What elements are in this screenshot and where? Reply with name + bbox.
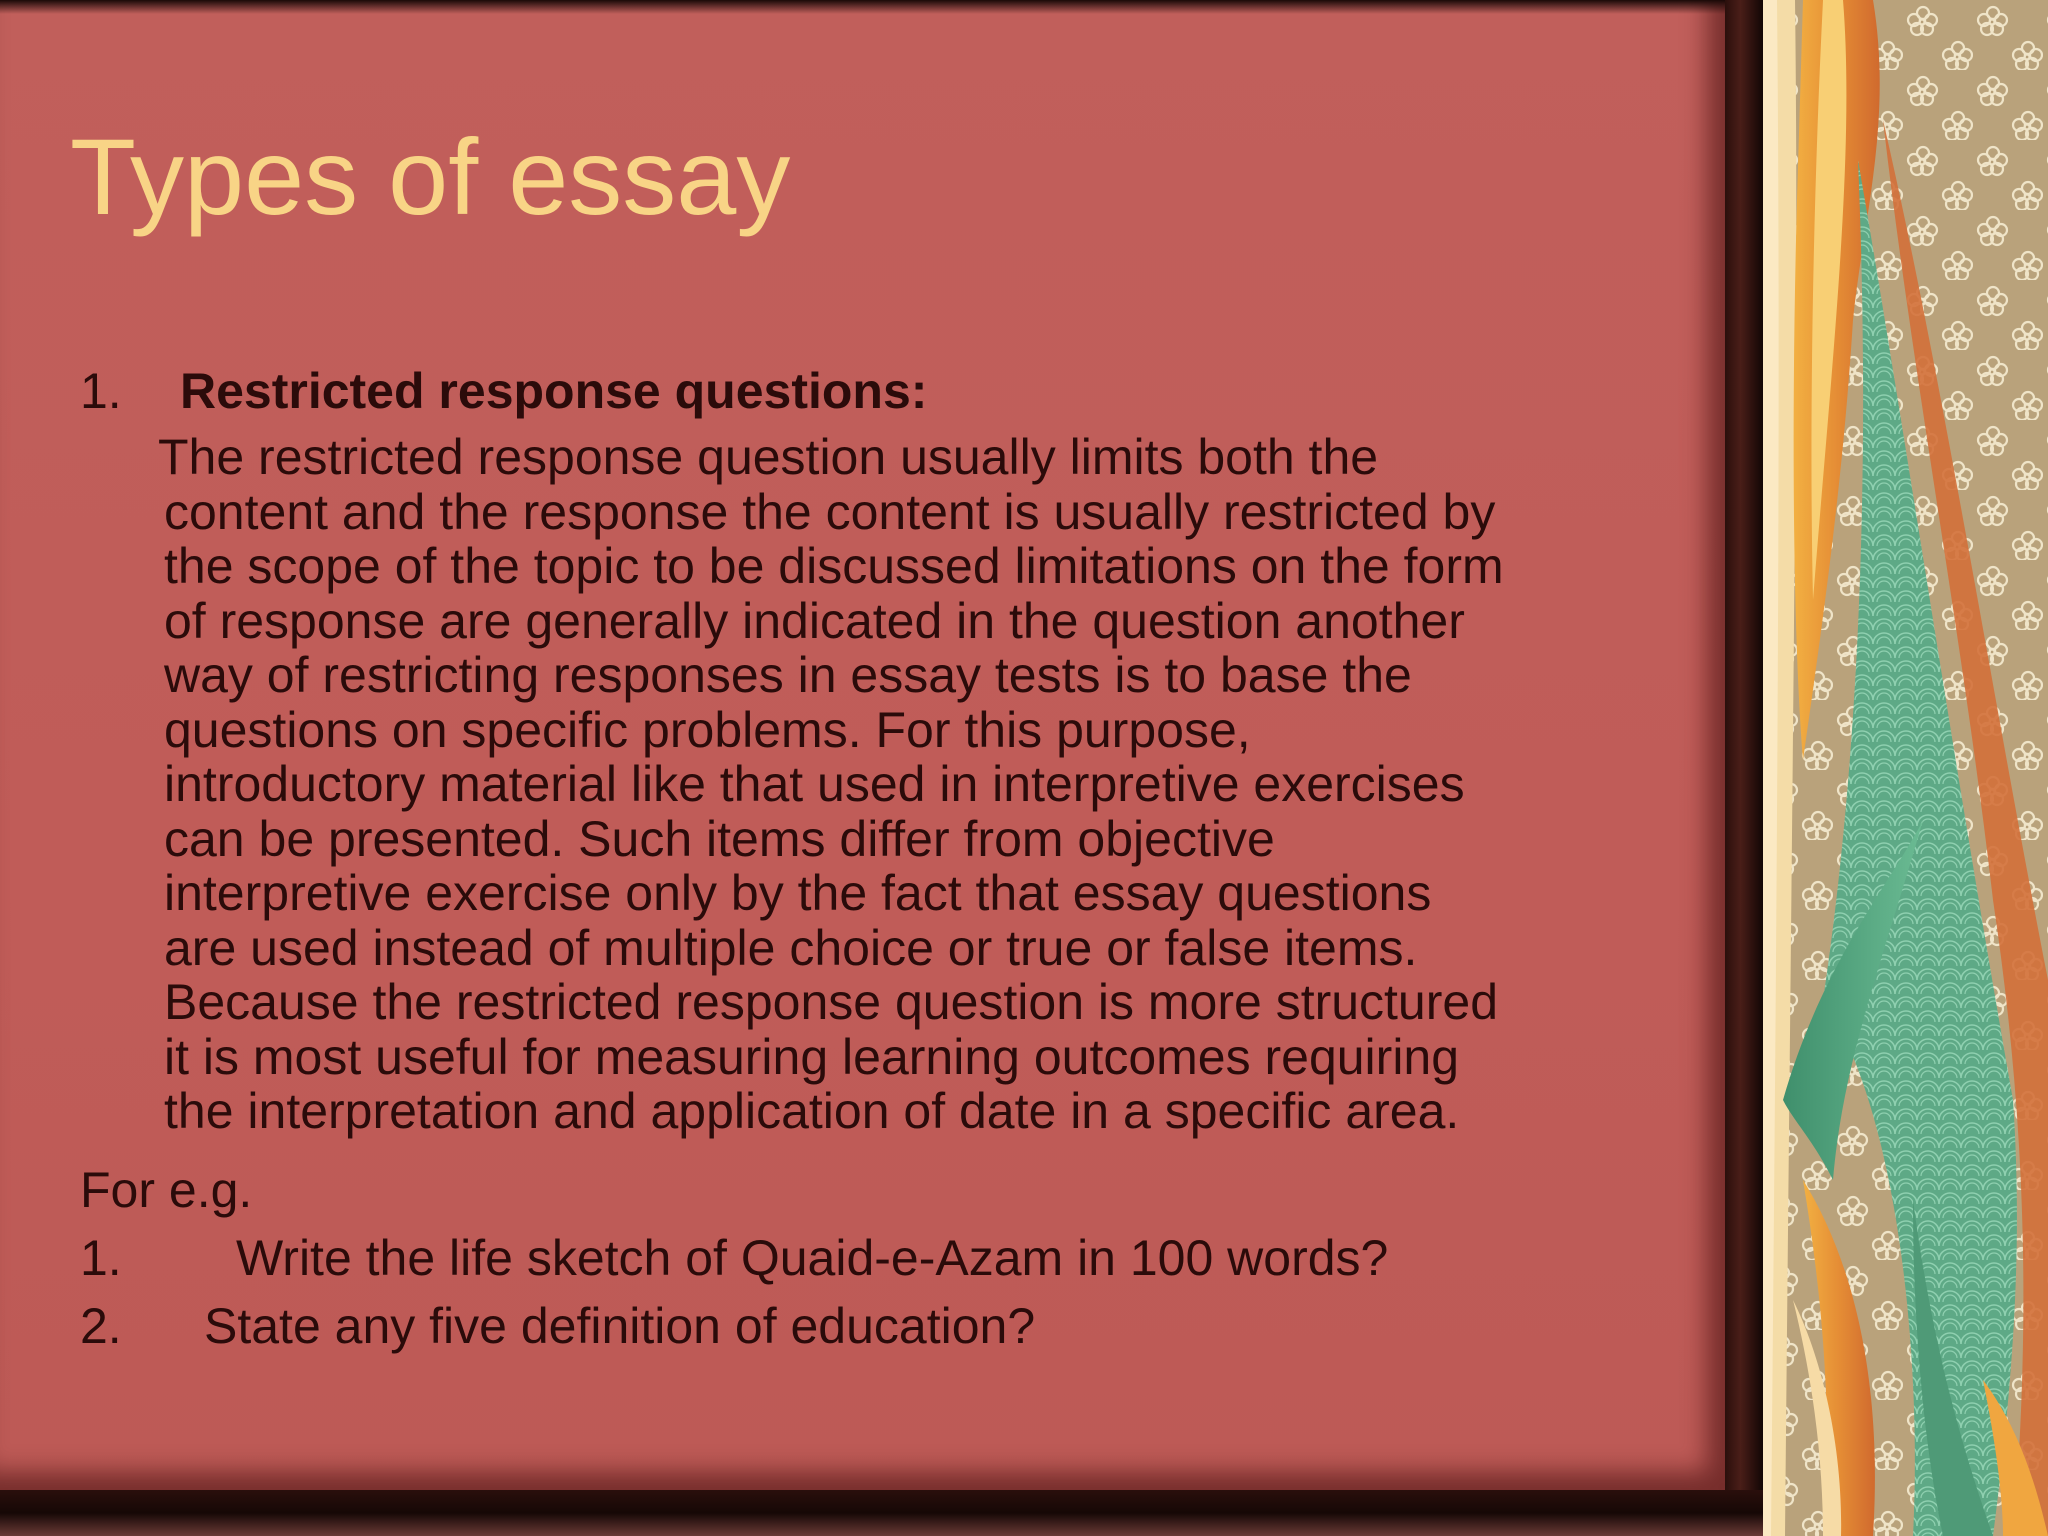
paragraph-line: are used instead of multiple choice or true or false items.	[164, 919, 1418, 976]
paragraph-line: content and the response the content is usually restricted by	[164, 483, 1496, 540]
section-number: 1.	[80, 363, 122, 419]
section-paragraph	[158, 429, 1744, 1139]
paragraph-line: The restricted response question usually limits both the	[158, 429, 1379, 485]
example-text: State any five definition of education?	[204, 1297, 1036, 1354]
frame-top	[0, 0, 1763, 14]
example-item	[80, 1227, 1700, 1289]
paragraph-line: interpretive exercise only by the fact that essay questions	[164, 865, 1432, 921]
paragraph-line: can be presented. Such items differ from objective	[164, 810, 1275, 867]
paragraph-line: the interpretation and application of date in a specific area.	[164, 1083, 1460, 1139]
paragraph-line: the scope of the topic to be discussed limitations on the form	[164, 538, 1504, 594]
example-label: For e.g.	[80, 1161, 253, 1218]
paragraph-line: introductory material like that used in interpretive exercises	[164, 756, 1465, 812]
paragraph-line: it is most useful for measuring learning outcomes requiring	[164, 1028, 1460, 1085]
example-number: 1.	[80, 1229, 122, 1286]
paragraph-line: way of restricting responses in essay tests is to base the	[164, 647, 1412, 703]
slide-body	[80, 360, 1700, 1357]
paragraph-line: of response are generally indicated in the question another	[164, 592, 1465, 649]
decorative-fabric-strip	[1763, 0, 2048, 1536]
slide-title: Types of essay	[70, 116, 791, 237]
example-item	[80, 1295, 1700, 1357]
frame-bottom	[0, 1490, 1763, 1536]
example-number: 2.	[80, 1297, 122, 1354]
fabric-pattern-graphic	[1763, 0, 2048, 1536]
example-text: Write the life sketch of Quaid-e-Azam in 100 words?	[236, 1229, 1389, 1286]
section-heading-row	[80, 360, 1700, 426]
paragraph-line: Because the restricted response question is more structured	[164, 974, 1499, 1030]
paragraph-line: questions on specific problems. For this purpose,	[164, 701, 1251, 758]
section-heading: Restricted response questions:	[180, 363, 928, 419]
